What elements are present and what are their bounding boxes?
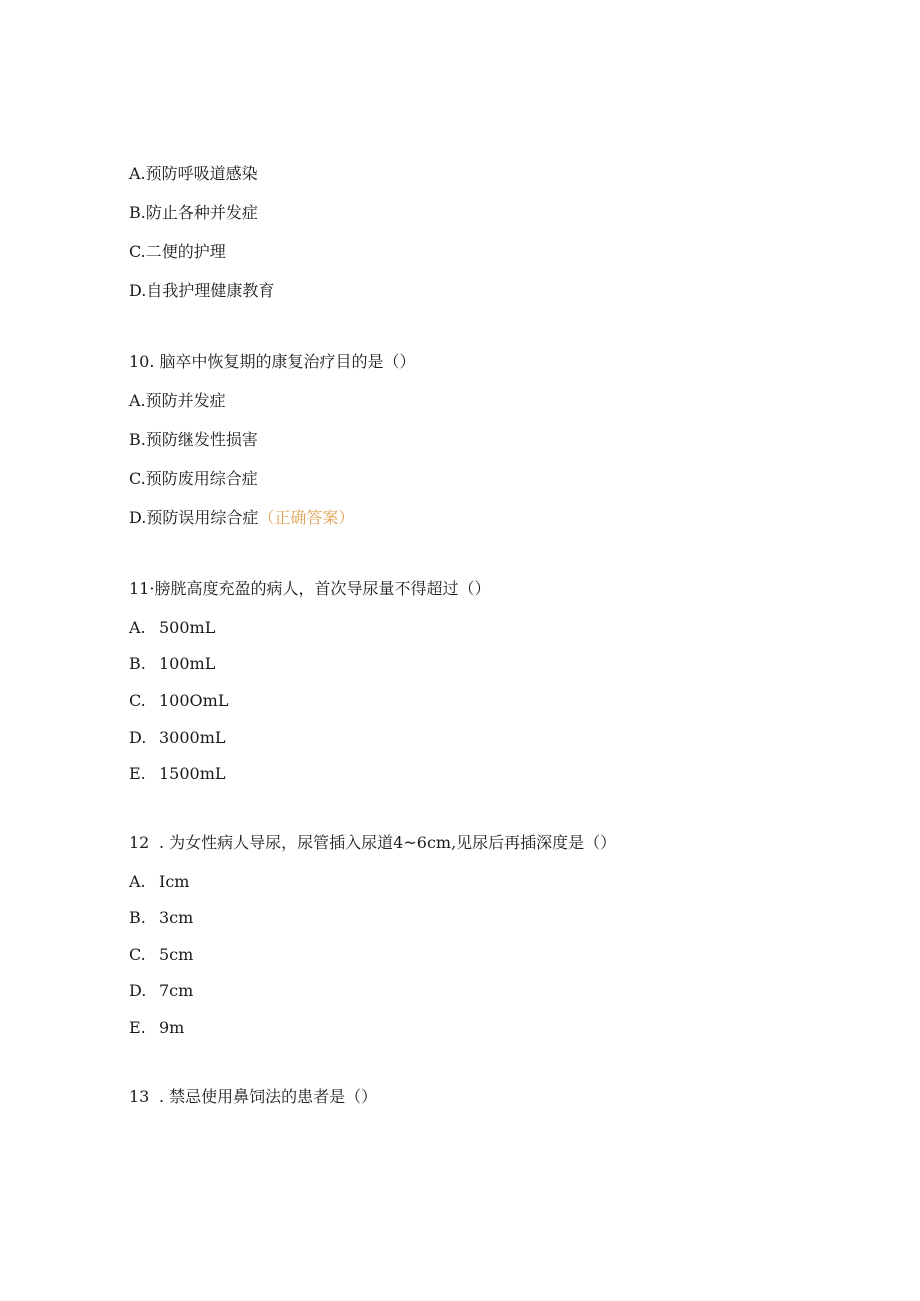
option-letter: D. <box>129 981 147 1000</box>
option-text: 500mL <box>159 618 216 637</box>
q12-option-d <box>129 981 193 1001</box>
option-text: 3000mL <box>159 728 226 747</box>
q10-option-d-text: D.预防误用综合症 <box>129 508 259 527</box>
q11-option-e <box>129 764 226 784</box>
q12-option-c <box>129 945 193 965</box>
question-number: 12 <box>129 833 150 852</box>
option-letter: A. <box>129 872 146 891</box>
option-text: 100OmL <box>159 691 229 710</box>
q13-stem <box>129 1087 377 1107</box>
option-letter: E. <box>129 1018 146 1037</box>
option-letter: D. <box>129 728 147 747</box>
question-text: . 禁忌使用鼻饲法的患者是（） <box>159 1087 378 1106</box>
q10-stem: 10. 脑卒中恢复期的康复治疗目的是（） <box>129 352 416 371</box>
option-text: 100mL <box>159 654 216 673</box>
q11-option-a <box>129 618 215 638</box>
q10-option-c: C.预防废用综合症 <box>129 469 258 488</box>
q10-option-d <box>129 508 354 528</box>
option-letter: B. <box>129 908 146 927</box>
q12-option-a <box>129 872 189 892</box>
option-letter: B. <box>129 654 146 673</box>
q9-option-c: C.二便的护理 <box>129 242 226 261</box>
q10-option-b: B.预防继发性损害 <box>129 430 258 449</box>
option-text: 7cm <box>159 981 194 1000</box>
option-text: 3cm <box>159 908 194 927</box>
q10-option-a: A.预防并发症 <box>129 391 226 410</box>
q11-option-b <box>129 654 215 674</box>
option-text: 1500mL <box>159 764 226 783</box>
q9-option-b: B.防止各种并发症 <box>129 203 258 222</box>
q11-option-d <box>129 728 226 748</box>
q9-option-d: D.自我护理健康教育 <box>129 281 275 300</box>
q11-stem: 11·膀胱高度充盈的病人，首次导尿量不得超过（） <box>129 579 491 598</box>
q12-stem <box>129 833 616 853</box>
option-letter: C. <box>129 945 146 964</box>
option-text: 5cm <box>159 945 194 964</box>
option-text: Icm <box>159 872 190 891</box>
q12-option-b <box>129 908 193 928</box>
question-text: . 为女性病人导尿，尿管插入尿道4~6cm,见尿后再插深度是（） <box>159 833 617 852</box>
q12-option-e <box>129 1018 184 1038</box>
option-text: 9m <box>159 1018 185 1037</box>
correct-answer-marker: （正确答案） <box>258 508 355 527</box>
q9-option-a: A.预防呼吸道感染 <box>129 164 258 183</box>
option-letter: C. <box>129 691 146 710</box>
option-letter: E. <box>129 764 146 783</box>
question-number: 13 <box>129 1087 150 1106</box>
option-letter: A. <box>129 618 146 637</box>
q11-option-c <box>129 691 228 711</box>
